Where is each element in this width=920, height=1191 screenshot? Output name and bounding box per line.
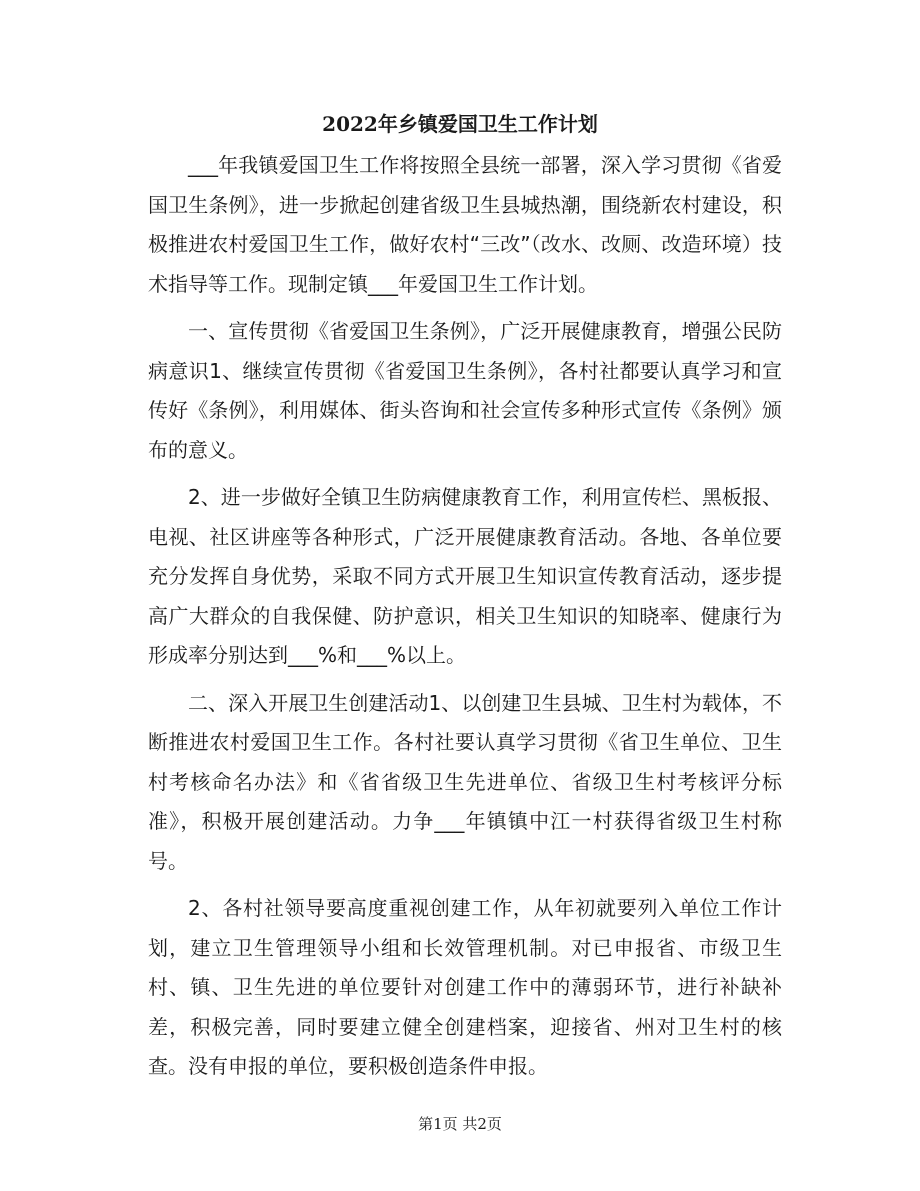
paragraph-section-1-item-2: 2、进一步做好全镇卫生防病健康教育工作，利用宣传栏、黑板报、电视、社区讲座等各种形式，广泛开展健康教育活动。各地、各单位要充分发挥自身优势，采取不同方式开展卫生知识宣传教育活动，逐步提高广大群众的自我保健、防护意识，相关卫生知识的知晓率、健康行为形成率分别达到___%和___%以上。	[148, 485, 782, 667]
document-body	[148, 146, 782, 1095]
page-number-footer: 第1页 共2页	[418, 1115, 502, 1133]
paragraph-intro: ___年我镇爱国卫生工作将按照全县统一部署，深入学习贯彻《省爱国卫生条例》，进一步掀起创建省级卫生县城热潮，围绕新农村建设，积极推进农村爱国卫生工作，做好农村“三改”（改水、改厕、改造环境）技术指导等工作。现制定镇___年爱国卫生工作计划。	[148, 153, 782, 296]
page-title: 2022年乡镇爱国卫生工作计划	[322, 112, 598, 136]
paragraph-section-1: 一、宣传贯彻《省爱国卫生条例》，广泛开展健康教育，增强公民防病意识1、继续宣传贯彻《省爱国卫生条例》，各村社都要认真学习和宣传好《条例》，利用媒体、街头咨询和社会宣传多种形式宣传《条例》颁布的意义。	[148, 319, 782, 462]
paragraph-section-2: 二、深入开展卫生创建活动1、以创建卫生县城、卫生村为载体，不断推进农村爱国卫生工作。各村社要认真学习贯彻《省卫生单位、卫生村考核命名办法》和《省省级卫生先进单位、省级卫生村考核评分标准》，积极开展创建活动。力争___年镇镇中江一村获得省级卫生村称号。	[148, 690, 782, 873]
paragraph-section-2-item-2: 2、各村社领导要高度重视创建工作，从年初就要列入单位工作计划，建立卫生管理领导小组和长效管理机制。对已申报省、市级卫生村、镇、卫生先进的单位要针对创建工作中的薄弱环节，进行补缺补差，积极完善，同时要建立健全创建档案，迎接省、州对卫生村的核查。没有申报的单位，要积极创造条件申报。	[148, 896, 782, 1078]
